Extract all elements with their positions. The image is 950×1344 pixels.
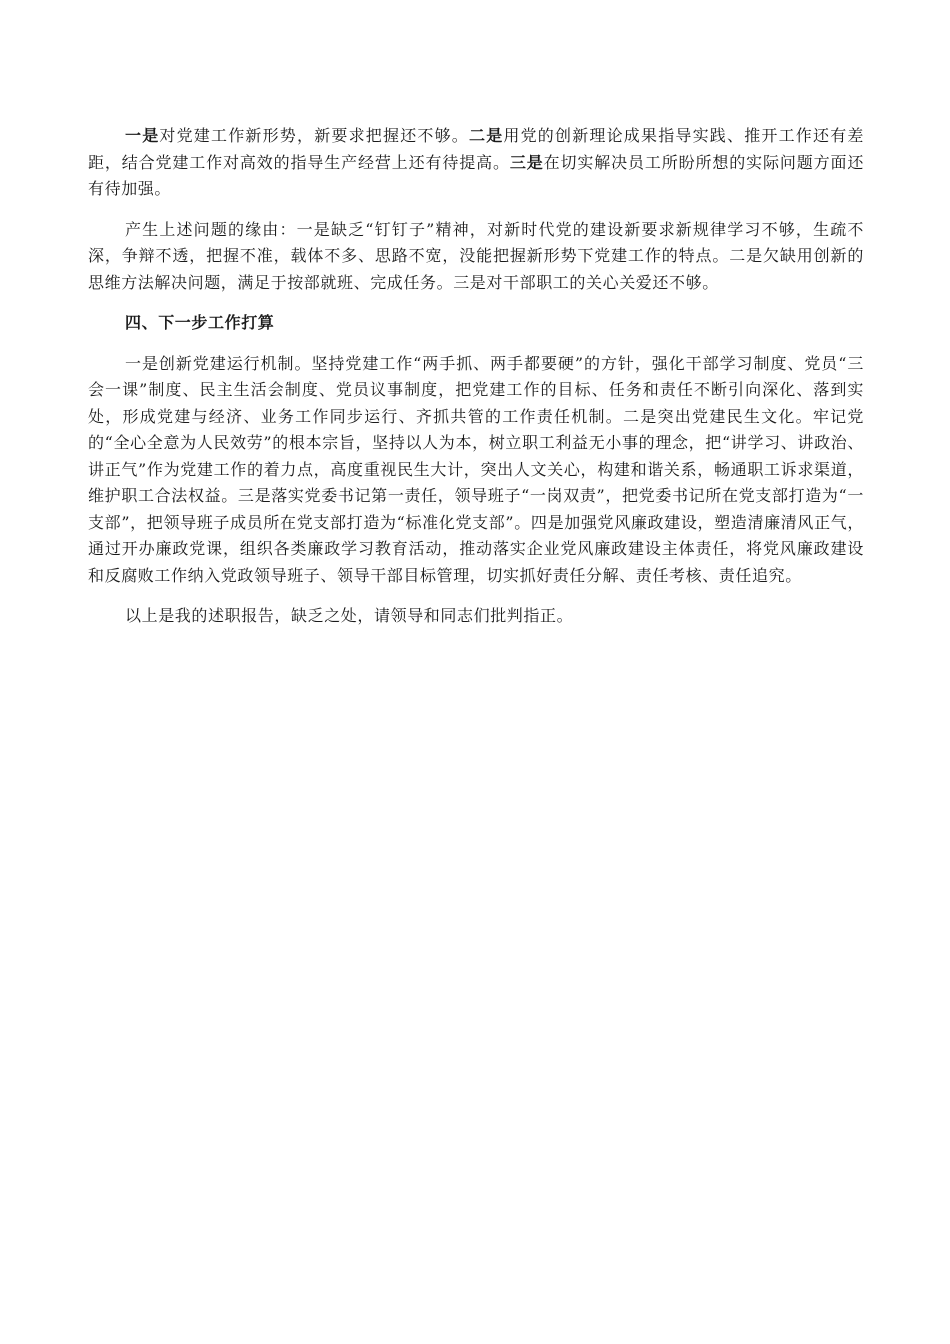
closing-paragraph: 以上是我的述职报告，缺乏之处，请领导和同志们批判指正。 <box>125 606 574 625</box>
problem-1-label: 一是 <box>125 126 160 145</box>
problems-paragraph <box>88 123 864 203</box>
problem-3-text: 在切实解决员工所盼所想的实际问题方面还有待加强。 <box>88 152 865 198</box>
problem-1-text: 对党建工作新形势，新要求把握还不够。 <box>159 126 469 145</box>
problem-2-text: 用党的创新理论成果指导实践、推开工作还有差距，结合党建工作对高效的指导生产经营上还有待提高。 <box>88 126 864 172</box>
problem-3-label: 三是 <box>509 152 544 172</box>
section-4-body: 一是创新党建运行机制。坚持党建工作“两手抓、两手都要硬”的方针，强化干部学习制度、党员“三会一课”制度、民主生活会制度、党员议事制度，把党建工作的目标、任务和责任不断引向深化、落到实处，形成党建与经济、业务工作同步运行、齐抓共管的工作责任机制。二是突出党建民生文化。牢记党的“全心全意为人民效劳”的根本宗旨，坚持以人为本，树立职工利益无小事的理念，把“讲学习、讲政治、讲正气”作为党建工作的着力点，高度重视民生大计，突出人文关心，构建和谐关系，畅通职工诉求渠道，维护职工合法权益。三是落实党委书记第一责任，领导班子“一岗双责”，把党委书记所在党支部打造为“一支部”，把领导班子成员所在党支部打造为“标准化党支部”。四是加强党风廉政建设，塑造清廉清风正气，通过开办廉政党课，组织各类廉政学习教育活动，推动落实企业党风廉政建设主体责任，将党风廉政建设和反腐败工作纳入党政领导班子、领导干部目标管理，切实抓好责任分解、责任考核、责任追究。 <box>88 353 864 585</box>
causes-paragraph: 产生上述问题的缘由：一是缺乏“钉钉子”精神，对新时代党的建设新要求新规律学习不够，生疏不深，争辩不透，把握不准，载体不多、思路不宽，没能把握新形势下党建工作的特点。二是欠缺用创新的思维方法解决问题，满足于按部就班、完成任务。三是对干部职工的关心关爱还不够。 <box>88 219 864 292</box>
problem-2-label: 二是 <box>469 126 504 145</box>
section-4-heading: 四、下一步工作打算 <box>125 313 275 332</box>
document-page <box>88 123 864 644</box>
